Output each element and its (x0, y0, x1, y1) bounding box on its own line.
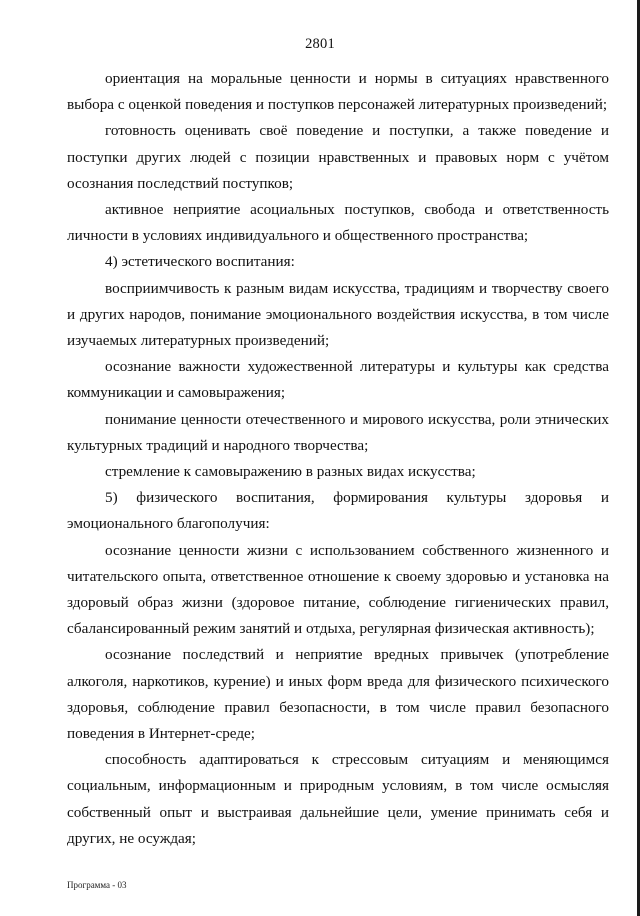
paragraph-self-assessment: готовность оценивать своё поведение и поступки, а также поведение и поступки других людей с позиции нравственных и правовых норм с учётом осознания последствий поступков; (67, 122, 609, 192)
paragraph-self-expression: стремление к самовыражению в разных видах искусства; (105, 463, 476, 481)
paragraph-art-value: понимание ценности отечественного и мирового искусства, роли этнических культурных традиций и народного творчества; (67, 410, 609, 454)
document-body (67, 66, 609, 852)
paragraph-harmful-habits: осознание последствий и неприятие вредных привычек (употребление алкоголя, наркотиков, курение) и иных форм вреда для физического психического здоровья, соблюдение правил безопасности, в том числе правил безопасного поведения в Интернет-среде; (67, 646, 609, 743)
section-heading-physical: 5) физического воспитания, формирования культуры здоровья и эмоционального благополучия: (67, 489, 609, 533)
paragraph-asocial-rejection: активное неприятие асоциальных поступков, свобода и ответственность личности в условиях индивидуального и общественного пространства; (67, 201, 609, 245)
paragraph-moral-values: ориентация на моральные ценности и нормы в ситуациях нравственного выбора с оценкой поведения и поступков персонажей литературных произведений; (67, 70, 609, 114)
paragraph-literature-importance: осознание важности художественной литературы и культуры как средства коммуникации и самовыражения; (67, 358, 609, 402)
paragraph-stress-adaptation: способность адаптироваться к стрессовым ситуациям и меняющимся социальным, информационным и природным условиям, в том числе осмысляя собственный опыт и выстраивая дальнейшие цели, умение принимать себя и других, не осуждая; (67, 751, 609, 847)
paragraph-art-receptivity: восприимчивость к разным видам искусства, традициям и творчеству своего и других народов, понимание эмоционального воздействия искусства, в том числе изучаемых литературных произведений; (67, 279, 609, 350)
page-number: 2801 (305, 36, 335, 52)
section-heading-aesthetic: 4) эстетического воспитания: (105, 253, 295, 271)
page-footer: Программа - 03 (67, 880, 127, 890)
paragraph-life-value: осознание ценности жизни с использованием собственного жизненного и читательского опыта, ответственное отношение к своему здоровью и установка на здоровый образ жизни (здоровое питание, соблюдение гигиенических правил, сбалансированный режим занятий и отдыха, регулярная физическая активность); (67, 541, 609, 638)
